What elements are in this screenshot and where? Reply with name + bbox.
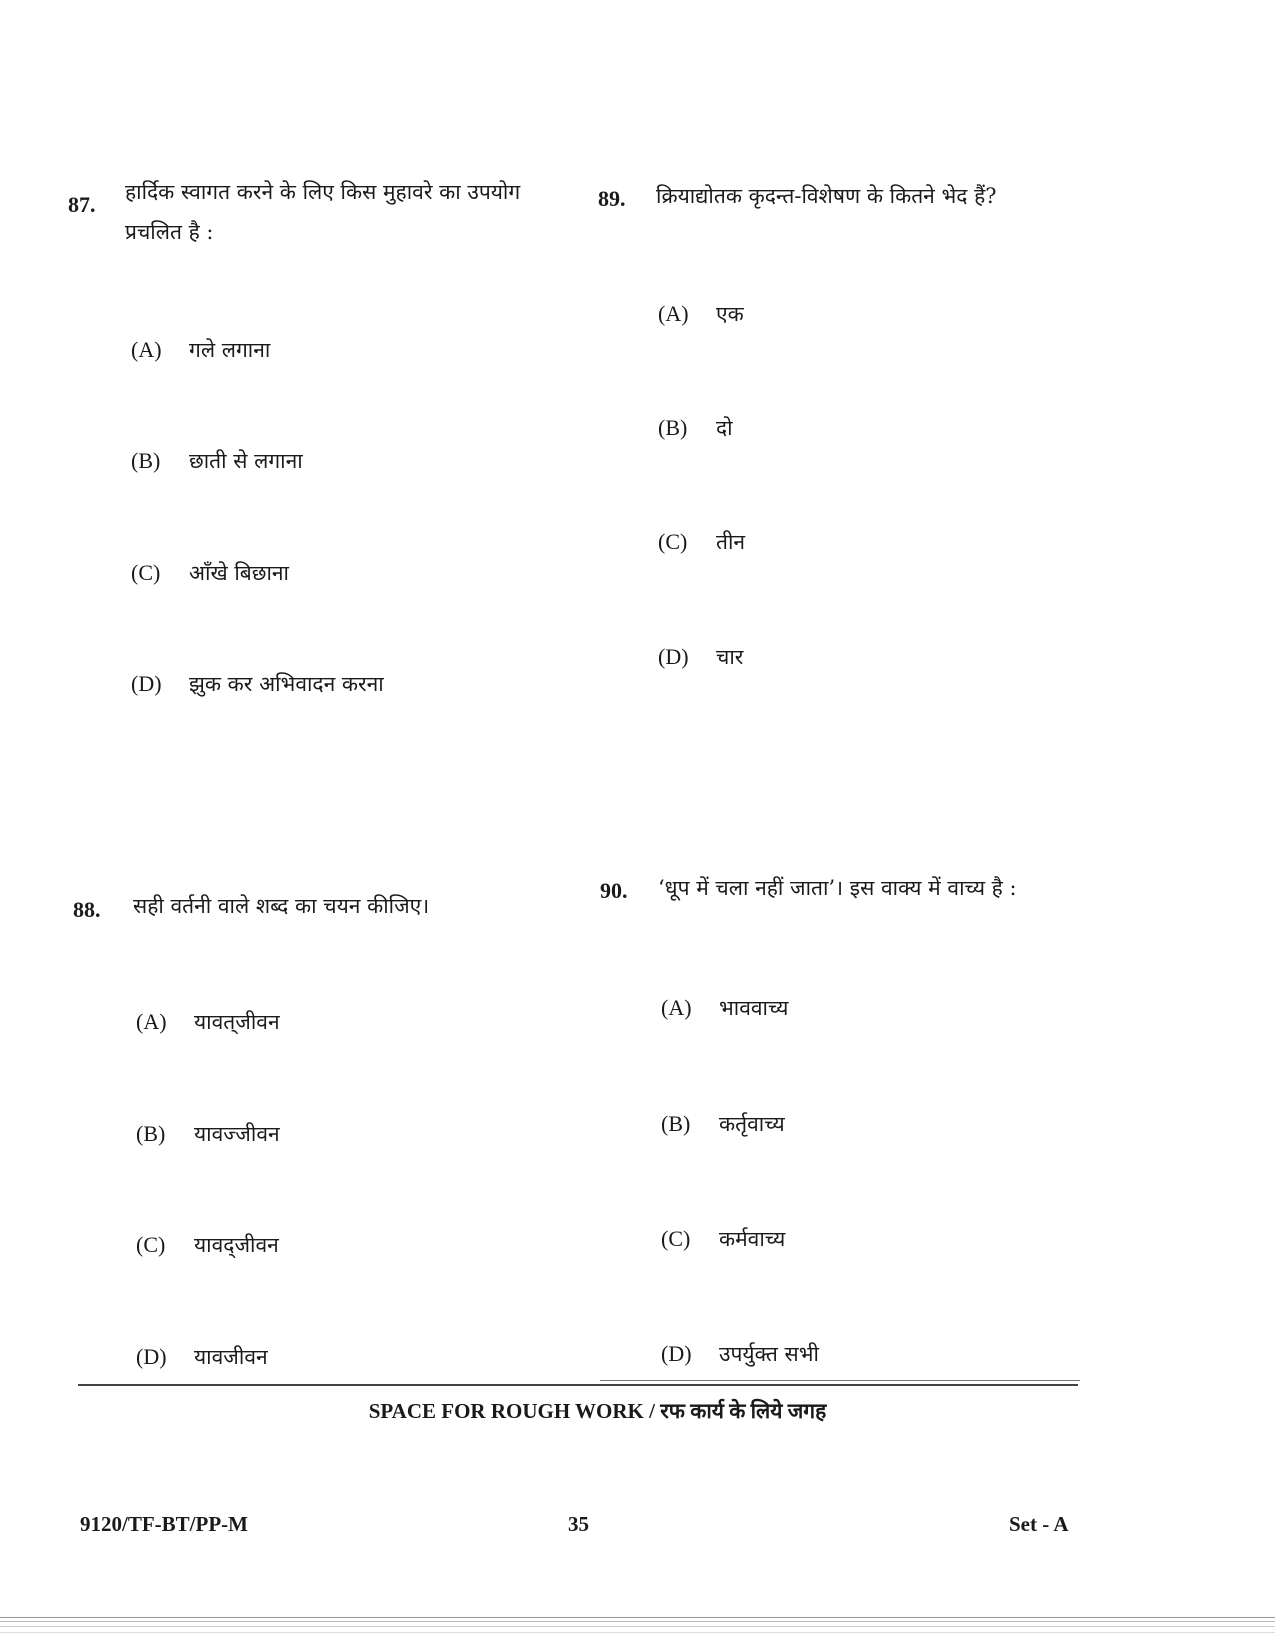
option-letter: (D): [131, 671, 162, 696]
option-text: उपर्युक्त सभी: [719, 1342, 819, 1366]
option-text: आँखे बिछाना: [189, 561, 289, 585]
footer-set: Set - A: [1009, 1512, 1069, 1536]
question-89-option-d: [658, 643, 743, 671]
question-88-text: सही वर्तनी वाले शब्द का चयन कीजिए।: [133, 894, 430, 918]
option-letter: (C): [136, 1232, 166, 1257]
option-text: झुक कर अभिवादन करना: [189, 672, 384, 696]
option-letter: (D): [136, 1344, 167, 1369]
question-90-text: ‘धूप में चला नहीं जाता’। इस वाक्य में वाच्य है :: [658, 876, 1017, 900]
rough-work-divider: [78, 1384, 1078, 1386]
option-letter: (B): [661, 1111, 691, 1136]
option-text: तीन: [716, 530, 746, 554]
option-text: भाववाच्य: [719, 996, 789, 1020]
question-89-number: 89.: [598, 186, 626, 211]
question-88-option-c: [136, 1231, 279, 1259]
bottom-rule: [0, 1617, 1275, 1618]
question-90-option-a: [661, 994, 789, 1022]
footer-code: 9120/TF-BT/PP-M: [80, 1512, 248, 1536]
option-letter: (D): [661, 1341, 692, 1366]
option-text: छाती से लगाना: [189, 449, 303, 473]
option-text: दो: [716, 416, 733, 440]
question-88-option-d: [136, 1343, 268, 1371]
option-letter: (A): [136, 1009, 167, 1034]
bottom-rule: [0, 1621, 1275, 1622]
question-88-option-b: [136, 1120, 280, 1148]
question-90-option-b: [661, 1110, 785, 1138]
option-letter: (B): [131, 448, 161, 473]
option-text: यावजीवन: [194, 1345, 268, 1369]
question-88-option-a: [136, 1008, 280, 1036]
option-text: एक: [716, 302, 744, 326]
option-text: गले लगाना: [189, 338, 271, 362]
option-letter: (C): [661, 1226, 691, 1251]
question-88-number: 88.: [73, 897, 101, 922]
option-text: यावद्‌जीवन: [194, 1233, 279, 1257]
option-letter: (A): [131, 337, 162, 362]
question-90-option-c: [661, 1225, 785, 1253]
question-87-text-line1: हार्दिक स्वागत करने के लिए किस मुहावरे का उपयोग: [125, 180, 521, 204]
question-89-option-c: [658, 528, 745, 556]
question-87-option-c: [131, 559, 289, 587]
option-letter: (A): [658, 301, 689, 326]
option-letter: (B): [658, 415, 688, 440]
option-text: चार: [716, 645, 744, 669]
option-letter: (A): [661, 995, 692, 1020]
option-letter: (D): [658, 644, 689, 669]
option-letter: (B): [136, 1121, 166, 1146]
option-text: यावत्‌जीवन: [194, 1010, 280, 1034]
question-87-text: [125, 172, 555, 252]
rough-work-label: SPACE FOR ROUGH WORK / रफ कार्य के लिये जगह: [368, 1399, 827, 1423]
option-letter: (C): [131, 560, 161, 585]
question-89-text: क्रियाद्योतक कृदन्त-विशेषण के कितने भेद हैं?: [656, 184, 997, 208]
question-87-text-line2: प्रचलित है :: [125, 220, 214, 244]
question-90-number: 90.: [600, 878, 628, 903]
footer-page-number: 35: [568, 1512, 589, 1536]
question-89-option-b: [658, 414, 733, 442]
question-90-option-d: [661, 1340, 819, 1368]
rough-work-divider-top: [600, 1380, 1080, 1381]
question-87-option-d: [131, 670, 384, 698]
option-text: कर्मवाच्य: [719, 1227, 786, 1251]
question-89-option-a: [658, 300, 744, 328]
option-text: कर्तृवाच्य: [719, 1112, 785, 1136]
question-87-option-b: [131, 447, 303, 475]
bottom-rule: [0, 1632, 1275, 1633]
bottom-rule: [0, 1626, 1275, 1627]
question-87-number: 87.: [68, 192, 96, 217]
question-87-option-a: [131, 336, 270, 364]
option-text: यावज्जीवन: [194, 1122, 280, 1146]
option-letter: (C): [658, 529, 688, 554]
